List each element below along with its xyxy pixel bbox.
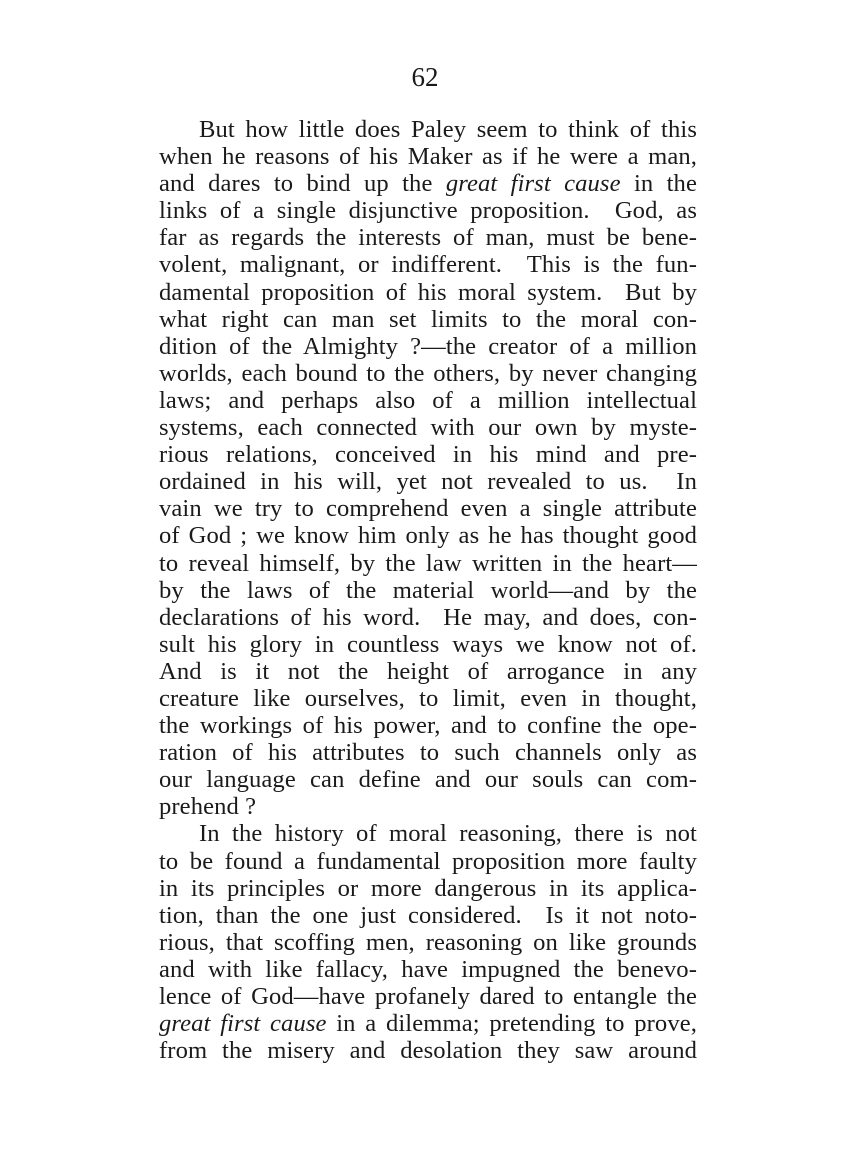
text-segment: to be found a fundamental proposition more faulty: [159, 847, 697, 875]
text-line: [159, 468, 697, 495]
text-segment: the workings of his power, and to confine the ope-: [159, 712, 697, 740]
text-segment: links of a single disjunctive proposition. God, as: [159, 197, 697, 225]
text-segment: far as regards the interests of man, must be bene-: [159, 224, 697, 252]
text-segment: dition of the Almighty ?—the creator of a million: [159, 332, 697, 360]
text-segment: in the: [620, 170, 697, 198]
text-line: [159, 820, 697, 847]
text-line: [159, 197, 697, 224]
text-segment: from the misery and desolation they saw around: [159, 1037, 697, 1065]
text-segment: creature like ourselves, to limit, even in thought,: [159, 684, 697, 712]
text-segment: prehend ?: [159, 793, 257, 821]
text-segment: ordained in his will, yet not revealed to us. In: [159, 468, 697, 496]
text-line: [159, 604, 697, 631]
text-segment: in a dilemma; pretending to prove,: [326, 1010, 697, 1038]
page-number: 62: [411, 62, 439, 92]
text-segment: our language can define and our souls can com-: [159, 766, 697, 794]
text-segment: tion, than the one just considered. Is it not noto-: [159, 901, 697, 929]
text-line: [159, 685, 697, 712]
text-line: [159, 658, 697, 685]
text-segment: In the history of moral reasoning, there is not: [199, 820, 697, 848]
text-line: [159, 495, 697, 522]
paragraph: [159, 820, 697, 1064]
text-segment: worlds, each bound to the others, by never changing: [159, 359, 697, 387]
text-segment: damental proposition of his moral system. But by: [159, 278, 697, 306]
text-line: [159, 875, 697, 902]
text-segment: sult his glory in countless ways we know not of.: [159, 630, 697, 658]
paragraph: [159, 116, 697, 820]
text-line: [159, 333, 697, 360]
text-segment: laws; and perhaps also of a million intellectual: [159, 386, 697, 414]
text-line: [159, 631, 697, 658]
italic-text: great first cause: [445, 170, 621, 198]
text-segment: systems, each connected with our own by myste-: [159, 414, 697, 442]
text-line: [159, 387, 697, 414]
text-segment: what right can man set limits to the moral con-: [159, 305, 697, 333]
text-segment: lence of God—have profanely dared to entangle the: [159, 983, 697, 1010]
text-segment: to reveal himself, by the law written in the heart—: [159, 549, 697, 577]
text-line: [159, 766, 697, 793]
text-line: [159, 1010, 697, 1037]
body-text: [159, 116, 697, 1064]
text-line: [159, 522, 697, 549]
text-line: [159, 902, 697, 929]
text-line: [159, 279, 697, 306]
text-line: [159, 360, 697, 387]
text-segment: and dares to bind up the: [159, 170, 446, 198]
text-line: [159, 251, 697, 278]
text-segment: And is it not the height of arrogance in any: [159, 657, 697, 685]
text-segment: But how little does Paley seem to think of this: [199, 116, 697, 143]
text-line: [159, 143, 697, 170]
text-line: [159, 116, 697, 143]
text-segment: by the laws of the material world—and by the: [159, 576, 697, 604]
text-segment: when he reasons of his Maker as if he were a man,: [159, 143, 697, 171]
text-line: [159, 306, 697, 333]
text-segment: and with like fallacy, have impugned the benevo-: [159, 955, 697, 983]
text-segment: volent, malignant, or indifferent. This is the fun-: [159, 251, 697, 279]
text-segment: ration of his attributes to such channels only as: [159, 739, 697, 767]
text-line: [159, 414, 697, 441]
text-line: [159, 739, 697, 766]
text-line: [159, 983, 697, 1010]
text-line: [159, 956, 697, 983]
text-line: [159, 712, 697, 739]
text-line: [159, 224, 697, 251]
text-segment: vain we try to comprehend even a single attribute: [159, 495, 697, 523]
text-line: [159, 929, 697, 956]
italic-text: great first cause: [159, 1010, 327, 1038]
text-line: [159, 170, 697, 197]
text-line: [159, 550, 697, 577]
text-line: [159, 1037, 697, 1064]
text-segment: in its principles or more dangerous in its applica-: [159, 874, 697, 902]
text-segment: rious, that scoffing men, reasoning on like grounds: [159, 928, 697, 956]
text-line: [159, 848, 697, 875]
text-segment: rious relations, conceived in his mind and pre-: [159, 441, 697, 469]
text-line: [159, 441, 697, 468]
text-line: [159, 577, 697, 604]
text-segment: of God ; we know him only as he has thought good: [159, 522, 697, 550]
text-segment: declarations of his word. He may, and does, con-: [159, 603, 697, 631]
text-line: [159, 793, 697, 820]
